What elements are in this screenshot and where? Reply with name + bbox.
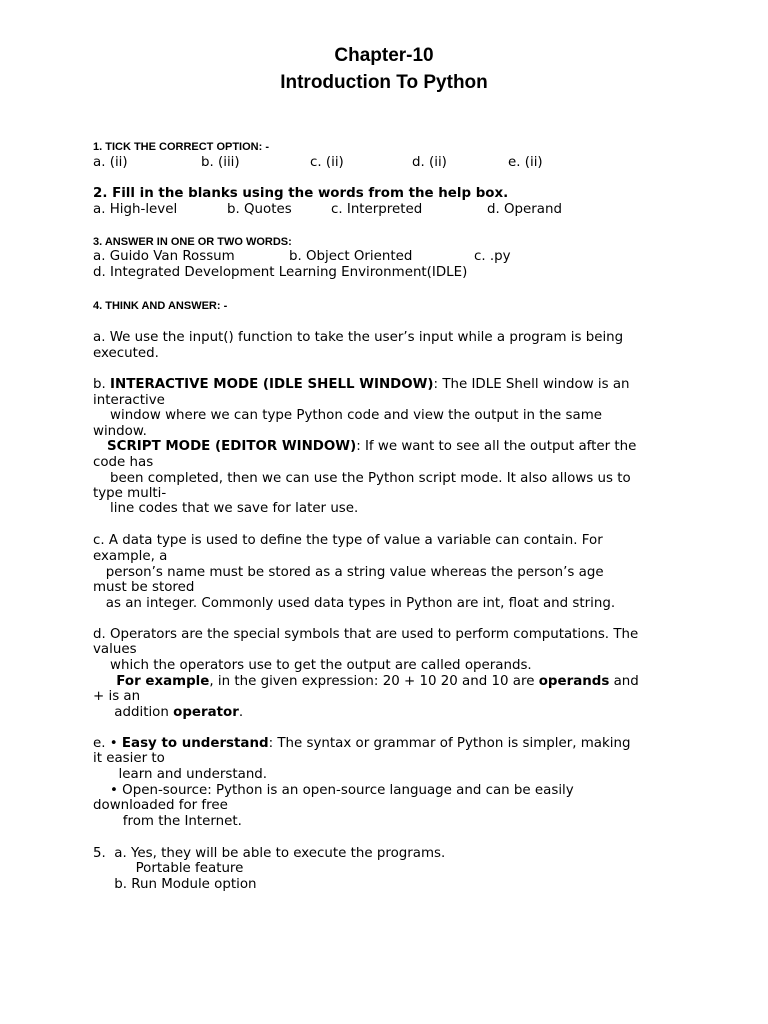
section-3-answer-b: b. Object Oriented: [289, 249, 413, 264]
answer-4e-line: • Open-source: Python is an open-source language and can be easily: [93, 783, 574, 798]
answer-4d-line: values: [93, 642, 137, 657]
section-3-answer-c: c. .py: [474, 249, 511, 264]
answer-4e-line: learn and understand.: [93, 767, 268, 782]
section-1-answer-e: e. (ii): [508, 155, 543, 170]
chapter-heading: Chapter-10: [334, 45, 434, 66]
section-5-line: 5. a. Yes, they will be able to execute the programs.: [93, 846, 446, 861]
answer-4b-prefix: b.: [93, 377, 111, 392]
answer-4e-line: [93, 736, 630, 752]
answer-4d-line: [93, 674, 639, 690]
answer-4b-line: [93, 377, 630, 393]
answer-4d-text: , in the given expression: 20 + 10 20 and 10 are: [209, 674, 539, 689]
answer-4b-line: type multi-: [93, 486, 167, 501]
answer-4b-line: window.: [93, 424, 147, 439]
easy-to-understand-term: Easy to understand: [121, 736, 269, 751]
answer-4d-text: addition: [93, 705, 174, 720]
answer-4e-line: it easier to: [93, 751, 165, 766]
interactive-mode-term: INTERACTIVE MODE (IDLE SHELL WINDOW): [110, 377, 434, 392]
section-1-answer-a: a. (ii): [93, 155, 128, 170]
for-example-term: For example: [93, 674, 210, 689]
section-3-answer-a: a. Guido Van Rossum: [93, 249, 235, 264]
page-title: Introduction To Python: [280, 72, 488, 93]
answer-4b-text: : The IDLE Shell window is an: [433, 377, 630, 392]
answer-4d-text: .: [238, 705, 244, 720]
answer-4b-line: interactive: [93, 393, 165, 408]
answer-4d-line: d. Operators are the special symbols that are used to perform computations. The: [93, 627, 639, 642]
answer-4d-text: and: [609, 674, 639, 689]
script-mode-term: SCRIPT MODE (EDITOR WINDOW): [93, 439, 357, 454]
answer-4d-line: + is an: [93, 689, 141, 704]
answer-4b-text: : If we want to see all the output after the: [356, 439, 637, 454]
section-5-line: Portable feature: [93, 861, 244, 876]
section-2-answer-a: a. High-level: [93, 202, 178, 217]
answer-4b-line: line codes that we save for later use.: [93, 501, 359, 516]
section-3-answer-d: d. Integrated Development Learning Environment(IDLE): [93, 265, 468, 280]
answer-4c-line: person’s name must be stored as a string value whereas the person’s age: [93, 565, 604, 580]
answer-4c-line: example, a: [93, 549, 168, 564]
answer-4d-line: which the operators use to get the output are called operands.: [93, 658, 532, 673]
answer-4a-line: executed.: [93, 346, 159, 361]
section-2-answer-d: d. Operand: [487, 202, 562, 217]
answer-4b-line: been completed, then we can use the Python script mode. It also allows us to: [93, 471, 631, 486]
answer-4e-line: from the Internet.: [93, 814, 242, 829]
section-1-heading: 1. TICK THE CORRECT OPTION: -: [93, 141, 269, 153]
section-1-answer-d: d. (ii): [412, 155, 447, 170]
answer-4e-text: : The syntax or grammar of Python is simpler, making: [268, 736, 631, 751]
answer-4e-prefix: e. •: [93, 736, 122, 751]
section-3-heading: 3. ANSWER IN ONE OR TWO WORDS:: [93, 236, 292, 248]
operands-term: operands: [538, 674, 610, 689]
answer-4c-line: c. A data type is used to define the type of value a variable can contain. For: [93, 533, 603, 548]
operator-term: operator: [173, 705, 239, 720]
section-1-answer-c: c. (ii): [310, 155, 344, 170]
answer-4b-line: [93, 439, 636, 455]
answer-4c-line: as an integer. Commonly used data types in Python are int, float and string.: [93, 596, 616, 611]
answer-4e-line: downloaded for free: [93, 798, 228, 813]
answer-4b-line: code has: [93, 455, 154, 470]
answer-4c-line: must be stored: [93, 580, 195, 595]
section-1-answer-b: b. (iii): [201, 155, 240, 170]
answer-4a-line: a. We use the input() function to take the user’s input while a program is being: [93, 330, 624, 345]
section-2-answer-b: b. Quotes: [227, 202, 292, 217]
section-5-line: b. Run Module option: [93, 877, 257, 892]
section-2-answer-c: c. Interpreted: [331, 202, 423, 217]
section-4-heading: 4. THINK AND ANSWER: -: [93, 300, 228, 312]
answer-4b-line: window where we can type Python code and view the output in the same: [93, 408, 602, 423]
section-2-heading: 2. Fill in the blanks using the words from the help box.: [93, 186, 509, 201]
answer-4d-line: [93, 705, 243, 721]
